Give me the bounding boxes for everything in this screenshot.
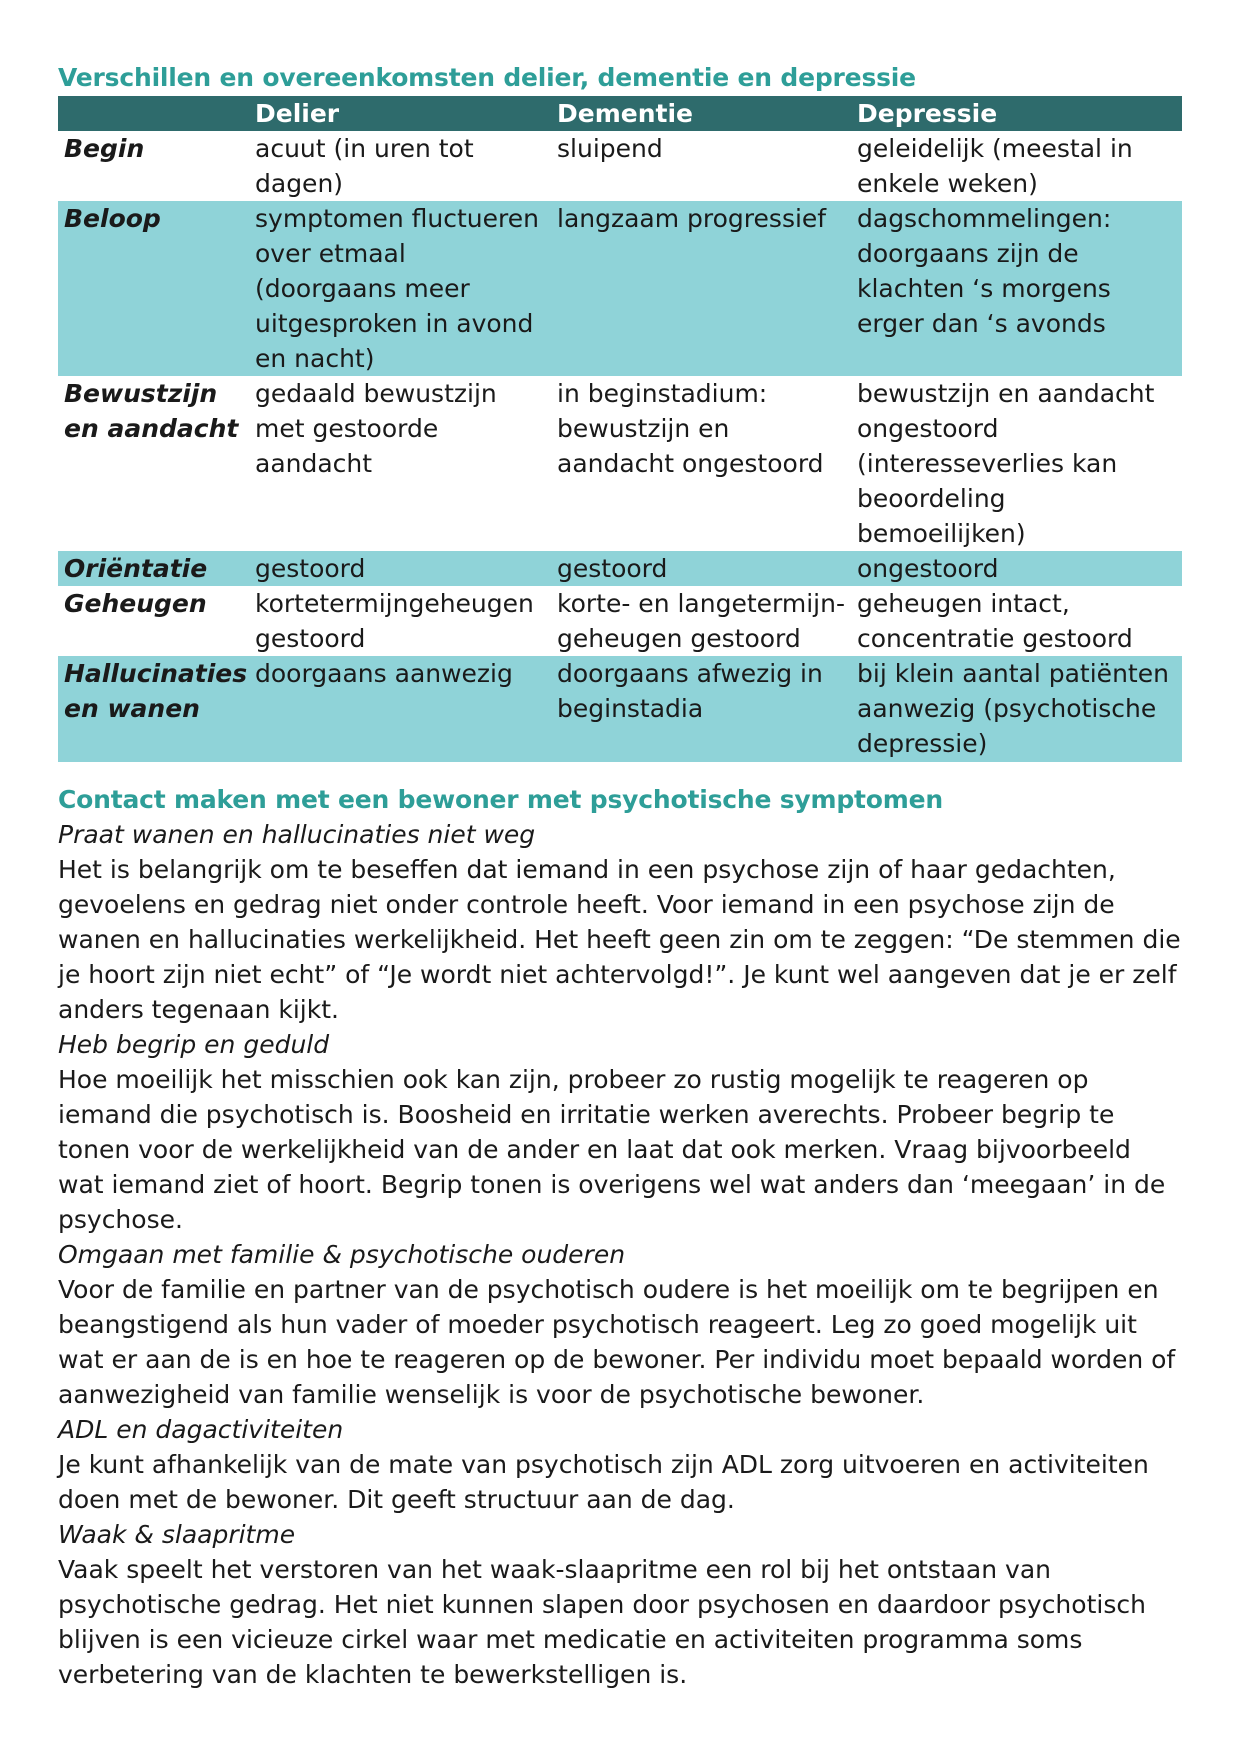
header-cell-dementie: Dementie <box>551 96 851 131</box>
table-cell: doorgaans afwezig in beginstadia <box>551 656 851 762</box>
comparison-table <box>58 96 1182 762</box>
table-cell: geleidelijk (meestal in enkele weken) <box>857 134 1133 198</box>
table-row-beloop <box>58 201 1182 376</box>
row-label: Begin <box>64 134 145 163</box>
table-row-orientatie <box>58 551 1182 586</box>
row-label: Hallucinaties en wanen <box>58 656 249 762</box>
subsection-heading: Waak & slaapritme <box>58 1520 296 1549</box>
table-section-title: Verschillen en overeenkomsten delier, dementie en depressie <box>58 63 916 92</box>
table-cell: korte- en langetermijn-geheugen gestoord <box>557 589 845 653</box>
table-cell: bewustzijn en aandacht ongestoord (interesseverlies kan beoordeling bemoeilijken) <box>857 379 1155 548</box>
table-cell: ongestoord <box>851 551 1182 586</box>
subsection-heading: ADL en dagactiviteiten <box>58 1415 344 1444</box>
subsection-text: Je kunt afhankelijk van de mate van psychotisch zijn ADL zorg uitvoeren en activiteiten doen met de bewoner. Dit geeft structuur aan de dag. <box>58 1450 1149 1514</box>
table-cell: langzaam progressief <box>551 201 851 376</box>
subsection-text: Voor de familie en partner van de psychotisch oudere is het moeilijk om te begrijpen en beangstigend als hun vader of moeder psychotisch reageert. Leg zo goed mogelijk uit wat er aan de is en hoe te reageren op de bewoner. Per individu moet bepaald worden of aanwezigheid van familie wenselijk is voor de psychotische bewoner. <box>58 1275 1176 1409</box>
document-page <box>58 60 1182 1692</box>
subsection-text: Het is belangrijk om te beseffen dat iemand in een psychose zijn of haar gedachten, gevoelens en gedrag niet onder controle heeft. Voor iemand in een psychose zijn de wanen en hallucinaties werkelijkheid. Het heeft geen zin om te zeggen: “De stemmen die je hoort zijn niet echt” of “Je wordt niet achtervolgd!”. Je kunt wel aangeven dat je er zelf anders tegenaan kijkt. <box>58 855 1181 1024</box>
row-label: Bewustzijn en aandacht <box>64 379 239 443</box>
table-cell: bij klein aantal patiënten aanwezig (psychotische depressie) <box>851 656 1182 762</box>
table-cell: geheugen intact, concentratie gestoord <box>857 589 1133 653</box>
header-cell-empty <box>58 96 249 131</box>
table-cell: gedaald bewustzijn met gestoorde aandacht <box>255 379 497 478</box>
table-cell: symptomen fluctueren over etmaal (doorgaans meer uitgesproken in avond en nacht) <box>249 201 551 376</box>
contact-section-title: Contact maken met een bewoner met psychotische symptomen <box>58 785 943 814</box>
table-row-bewustzijn <box>58 376 1182 551</box>
subsection-heading: Omgaan met familie & psychotische ouderen <box>58 1240 626 1269</box>
table-cell: kortetermijngeheugen gestoord <box>255 589 534 653</box>
row-label: Geheugen <box>64 589 207 618</box>
subsection-heading: Praat wanen en hallucinaties niet weg <box>58 820 536 849</box>
row-label: Oriëntatie <box>58 551 249 586</box>
header-cell-depressie: Depressie <box>851 96 1182 131</box>
table-row-geheugen <box>58 586 1182 656</box>
contact-section <box>58 782 1182 1692</box>
row-label: Beloop <box>58 201 249 376</box>
subsection-heading: Heb begrip en geduld <box>58 1030 330 1059</box>
table-cell: sluipend <box>557 134 663 163</box>
table-header-row <box>58 96 1182 131</box>
subsection-text: Vaak speelt het verstoren van het waak-slaapritme een rol bij het ontstaan van psychotische gedrag. Het niet kunnen slapen door psychosen en daardoor psychotisch blijven is een vicieuze cirkel waar met medicatie en activiteiten programma soms verbetering van de klachten te bewerkstelligen is. <box>58 1555 1146 1689</box>
table-row-begin <box>58 131 1182 201</box>
table-cell: in beginstadium: bewustzijn en aandacht ongestoord <box>557 379 824 478</box>
header-cell-delier: Delier <box>249 96 551 131</box>
table-row-hallucinaties <box>58 656 1182 762</box>
table-cell: gestoord <box>551 551 851 586</box>
table-cell: doorgaans aanwezig <box>249 656 551 762</box>
subsection-text: Hoe moeilijk het misschien ook kan zijn, probeer zo rustig mogelijk te reageren op iemand die psychotisch is. Boosheid en irritatie werken averechts. Probeer begrip te tonen voor de werkelijkheid van de ander en laat dat ook merken. Vraag bijvoorbeeld wat iemand ziet of hoort. Begrip tonen is overigens wel wat anders dan ‘meegaan’ in de psychose. <box>58 1065 1166 1234</box>
table-cell: dagschommelingen: doorgaans zijn de klachten ‘s morgens erger dan ‘s avonds <box>851 201 1182 376</box>
table-cell: acuut (in uren tot dagen) <box>255 134 474 198</box>
table-cell: gestoord <box>249 551 551 586</box>
